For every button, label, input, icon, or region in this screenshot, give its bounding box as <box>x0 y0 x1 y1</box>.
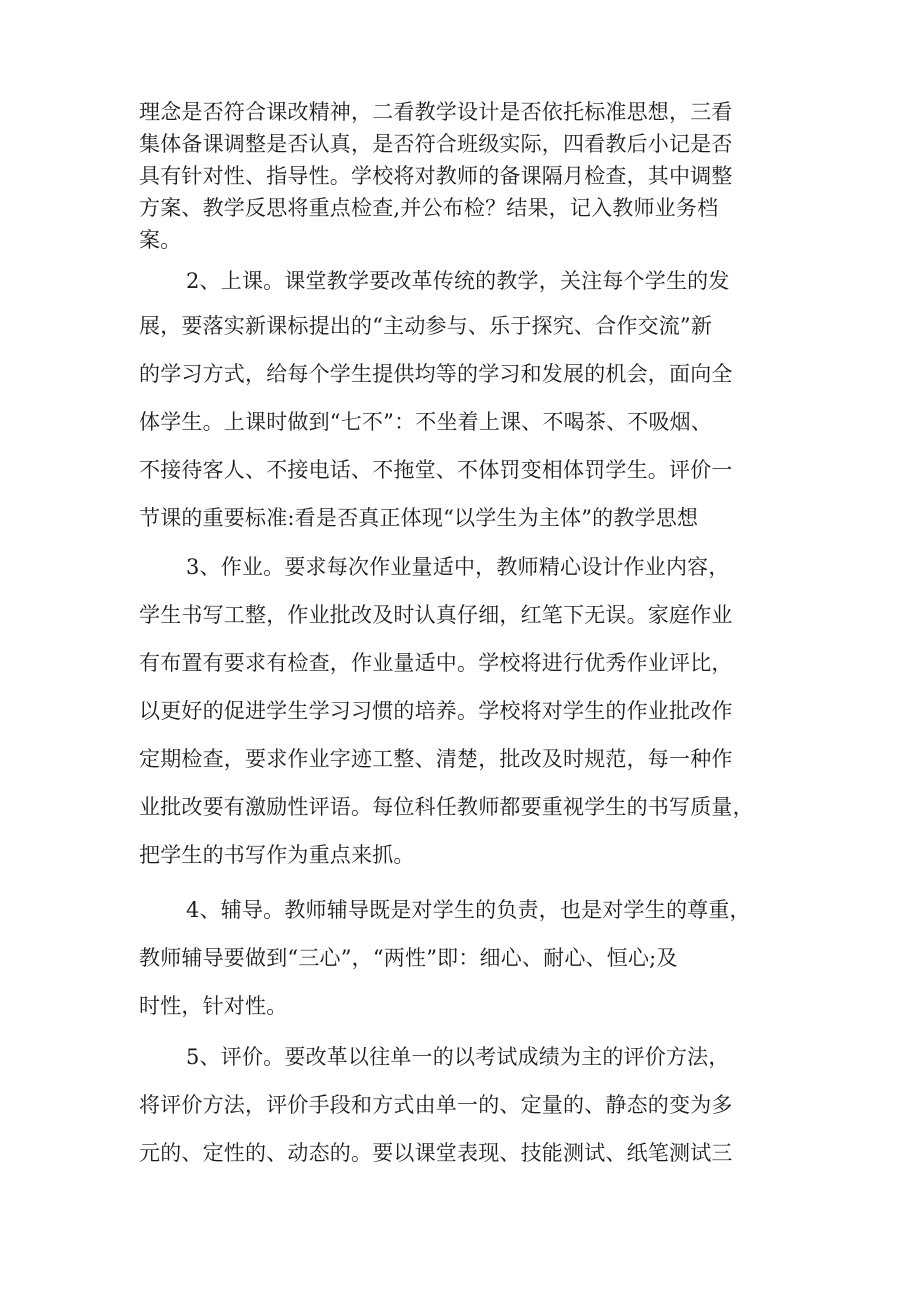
text-line: 定期检查，要求作业字迹工整、清楚，批改及时规范，每一种作 <box>139 747 733 771</box>
paragraph-heading-5: 5、评价。要改革以往单一的以考试成绩为主的评价方法， <box>186 1045 730 1069</box>
text-line: 学生书写工整，作业批改及时认真仔细，红笔下无误。家庭作业 <box>139 603 733 627</box>
text-line: 展，要落实新课标提出的“主动参与、乐于探究、合作交流”新 <box>139 314 713 338</box>
text-line: 的学习方式，给每个学生提供均等的学习和发展的机会，面向全 <box>139 362 733 386</box>
text-line: 将评价方法，评价手段和方式由单一的、定量的、静态的变为多 <box>139 1093 733 1117</box>
text-line: 元的、定性的、动态的。要以课堂表现、技能测试、纸笔测试三 <box>139 1141 733 1165</box>
text-line: 体学生。上课时做到“七不”：不坐着上课、不喝茶、不吸烟、 <box>139 410 713 434</box>
text-line: 具有针对性、指导性。学校将对教师的备课隔月检查，其中调整 <box>139 164 733 188</box>
text-line: 时性，针对性。 <box>139 994 288 1018</box>
text-line: 理念是否符合课改精神，二看教学设计是否依托标准思想，三看 <box>139 100 733 124</box>
paragraph-heading-2: 2、上课。课堂教学要改革传统的教学，关注每个学生的发 <box>186 269 730 293</box>
paragraph-heading-3: 3、作业。要求每次作业量适中，教师精心设计作业内容， <box>186 555 730 579</box>
text-line: 有布置有要求有检查，作业量适中。学校将进行优秀作业评比， <box>139 651 733 675</box>
text-line: 集体备课调整是否认真，是否符合班级实际，四看教后小记是否 <box>139 132 733 156</box>
text-line: 业批改要有激励性评语。每位科任教师都要重视学生的书写质量， <box>139 795 754 819</box>
paragraph-heading-4: 4、辅导。教师辅导既是对学生的负责，也是对学生的尊重， <box>186 898 751 922</box>
text-line: 把学生的书写作为重点来抓。 <box>139 843 415 867</box>
text-line: 案。 <box>139 228 182 252</box>
text-line: 不接待客人、不接电话、不拖堂、不体罚变相体罚学生。评价一 <box>139 458 733 482</box>
text-line: 教师辅导要做到“三心”，“两性”即：细心、耐心、恒心;及 <box>139 946 678 970</box>
text-line: 节课的重要标准:看是否真正体现“以学生为主体”的教学思想 <box>139 506 699 530</box>
text-line: 方案、教学反思将重点检查,并公布检？结果，记入教师业务档 <box>139 196 719 220</box>
text-line: 以更好的促进学生学习习惯的培养。学校将对学生的作业批改作 <box>139 699 733 723</box>
